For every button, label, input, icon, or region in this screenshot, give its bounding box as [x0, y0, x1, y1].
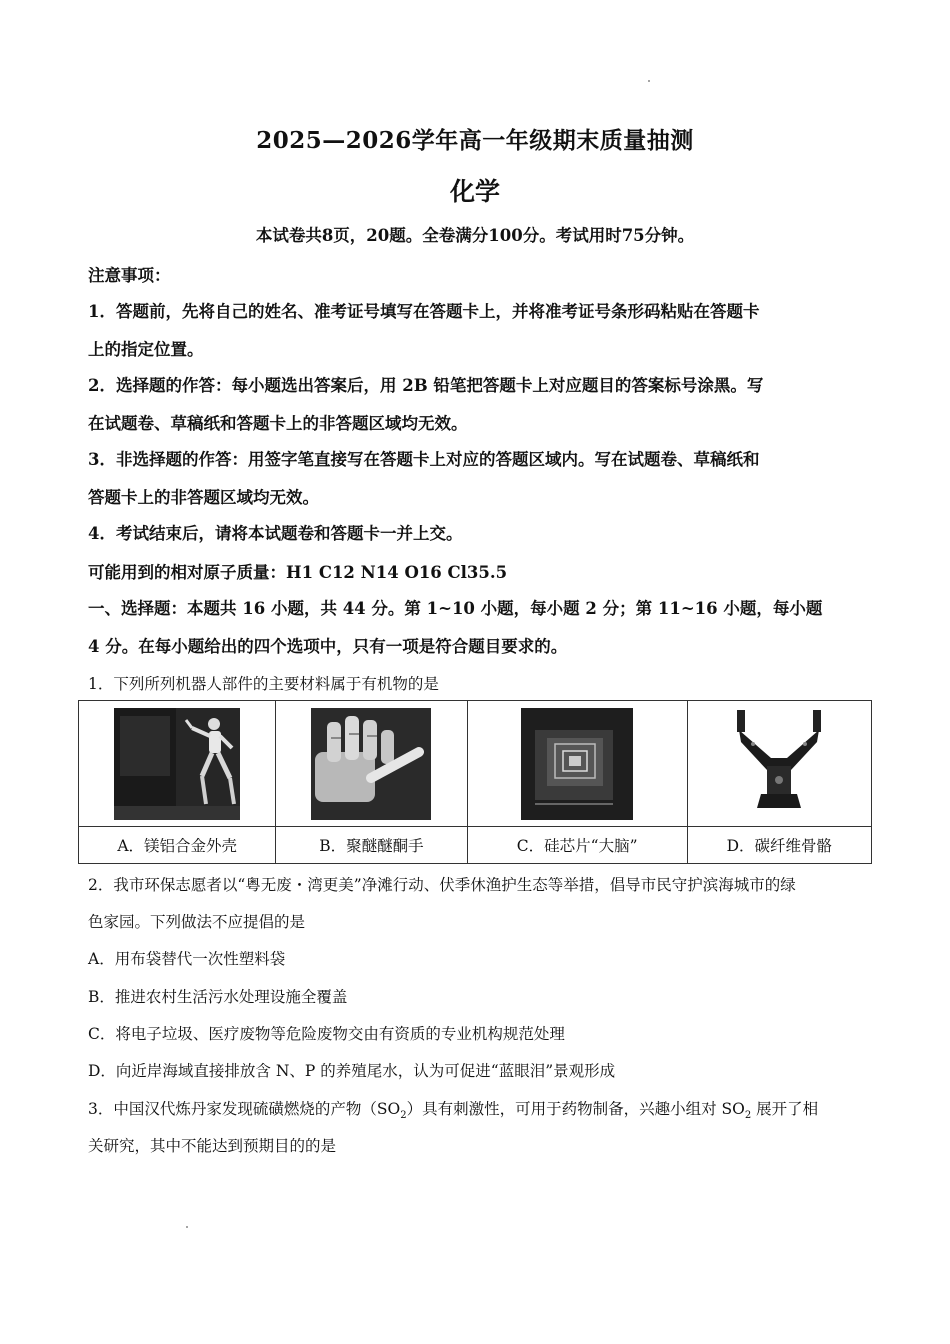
q3-stem-part-b: ）具有刺激性，可用于药物制备，兴趣小组对 SO [406, 1100, 745, 1118]
q1-option-c-label: C．硅芯片“大脑” [467, 827, 687, 864]
note-1-line-1: 1．答题前，先将自己的姓名、准考证号填写在答题卡上，并将准考证号条形码粘贴在答题卡 [88, 302, 760, 321]
q1-option-d-label: D．碳纤维骨骼 [687, 827, 871, 864]
carbon-fiber-gripper-photo-icon [721, 708, 837, 820]
section1-line-2: 4 分。在每小题给出的四个选项中，只有一项是符合题目要求的。 [88, 637, 568, 656]
note-4: 4．考试结束后，请将本试题卷和答题卡一并上交。 [88, 524, 463, 543]
q3-stem-line-1 [88, 1097, 868, 1121]
subscript-2: 2 [400, 1110, 407, 1122]
note-3-line-1: 3．非选择题的作答：用签字笔直接写在答题卡上对应的答题区域内。写在试题卷、草稿纸和 [88, 450, 760, 469]
notes-heading: 注意事项： [88, 266, 171, 285]
robot-hand-photo-icon [311, 708, 431, 820]
q1-option-b-label: B．聚醚醚酮手 [276, 827, 467, 864]
q1-options-table [78, 700, 872, 864]
note-1-line-2: 上的指定位置。 [88, 340, 204, 359]
q1-option-a-image-cell [79, 701, 276, 827]
exam-title: 2025—2026学年高一年级期末质量抽测 [256, 127, 694, 154]
q1-option-d-image-cell [687, 701, 871, 827]
speck [648, 80, 650, 82]
silicon-chip-photo-icon [521, 708, 633, 820]
q1-option-b-image-cell [276, 701, 467, 827]
q2-option-a: A．用布袋替代一次性塑料袋 [88, 950, 286, 968]
q1-option-c-image-cell [467, 701, 687, 827]
exam-subject: 化学 [449, 177, 500, 206]
subscript-2: 2 [744, 1110, 752, 1122]
q3-stem-line-2: 关研究，其中不能达到预期目的的是 [88, 1137, 337, 1155]
q2-option-c: C．将电子垃圾、医疗废物等危险废物交由有资质的专业机构规范处理 [88, 1025, 565, 1043]
atomic-mass-line: 可能用到的相对原子质量：H1 C12 N14 O16 Cl35.5 [88, 563, 508, 582]
note-2-line-1: 2．选择题的作答：每小题选出答案后，用 2B 铅笔把答题卡上对应题目的答案标号涂黑。写 [88, 376, 764, 395]
q2-stem-line-1: 2．我市环保志愿者以“粤无废・湾更美”净滩行动、伏季休渔护生态等举措，倡导市民守护滨海城市的绿 [88, 876, 796, 894]
q1-option-a-label: A．镁铝合金外壳 [79, 827, 276, 864]
exam-meta: 本试卷共8页，20题。全卷满分100分。考试用时75分钟。 [255, 226, 695, 245]
section1-line-1: 一、选择题：本题共 16 小题，共 44 分。第 1~10 小题，每小题 2 分；第 11~16 小题，每小题 [88, 599, 823, 618]
note-3-line-2: 答题卡上的非答题区域均无效。 [88, 488, 319, 507]
q2-option-b: B．推进农村生活污水处理设施全覆盖 [88, 988, 348, 1006]
q3-stem-part-c: 展开了相 [751, 1100, 819, 1118]
speck [186, 1226, 188, 1228]
q1-stem: 1．下列所列机器人部件的主要材料属于有机物的是 [88, 675, 439, 693]
note-2-line-2: 在试题卷、草稿纸和答题卡上的非答题区域均无效。 [88, 414, 468, 433]
q3-stem-part-a: 3．中国汉代炼丹家发现硫磺燃烧的产物（SO [88, 1100, 401, 1118]
q2-stem-line-2: 色家园。下列做法不应提倡的是 [88, 913, 306, 931]
humanoid-robot-photo-icon [114, 708, 240, 820]
q2-option-d: D．向近岸海域直接排放含 N、P 的养殖尾水，认为可促进“蓝眼泪”景观形成 [88, 1062, 616, 1080]
